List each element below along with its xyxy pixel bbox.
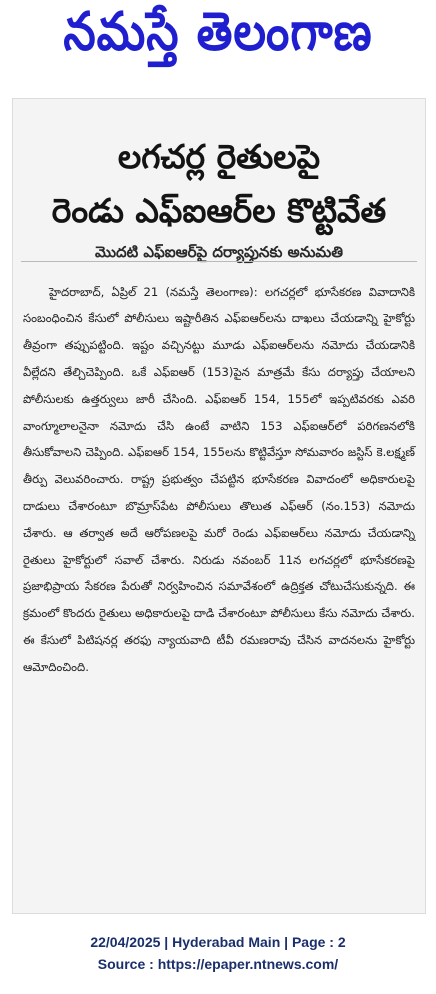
divider (21, 261, 417, 262)
article-body: హైదరాబాద్, ఏప్రిల్ 21 (నమస్తే తెలంగాణ): లగచర్లలో భూసేకరణ వివాదానికి సంబంధించిన కేసులో పోలీసులు ఇష్టారీతిన ఎఫ్ఐఆర్‌లను దాఖలు చేయడాన్ని హైకోర్టు తీవ్రంగా తప్పుపట్టింది. ఇష్టం వచ్చినట్టు మూడు ఎఫ్ఐఆర్‌లను నమోదు చేయడానికి వీల్లేదని తేల్చిచెప్పింది. ఒకే ఎఫ్ఐఆర్ (153)పైన మాత్రమే కేసు దర్యాప్తు చేయాలని పోలీసులకు ఉత్తర్వులు జారీ చేసింది. ఎఫ్ఐఆర్ 154, 155లో ఇప్పటివరకు ఎవరి వాంగ్మూలాలనైనా నమోదు చేసి ఉంటే వాటిని 153 ఎఫ్ఐఆర్‌లో పరిగణనలోకి తీసుకోవాలని చెప్పింది. ఎఫ్ఐఆర్ 154, 155లను కొట్టివేస్తూ సోమవారం జస్టిస్ కె.లక్ష్మణ్ తీర్పు వెలువరించారు. రాష్ట్ర ప్రభుత్వం చేపట్టిన భూసేకరణ వివాదంలో అధికారులపై దాడులు చేశారంటూ బొమ్రాస్‌పేట పోలీసులు తొలుత ఎఫ్ఆర్ (నం.153) నమోదు చేశారు. ఆ తర్వాత అదే ఆరోపణలపై మరో రెండు ఎఫ్ఐఆర్‌లు నమోదు చేయడాన్ని రైతులు హైకోర్టులో సవాల్ చేశారు. నిరుడు నవంబర్ 11న లగచర్లలో భూసేకరణపై ప్రజాభిప్రాయ సేకరణ పేరుతో నిర్వహించిన సమావేశంలో ఉద్రిక్తత చోటుచేసుకున్నది. ఈ క్రమంలో కొందరు రైతులు అధికారులపై దాడి చేశారంటూ పోలీసులు కేసు నమోదు చేశారు. ఈ కేసులో పిటిషనర్ల తరఫు న్యాయవాది టీవీ రమణరావు చేసిన వాదనలను హైకోర్టు ఆమోదించింది. (23, 284, 415, 674)
footer-source: Source : https://epaper.ntnews.com/ (97, 956, 339, 972)
newspaper-logo: నమస్తే తెలంగాణ (63, 0, 373, 63)
headline-line-2: రెండు ఎఫ్ఐఆర్‌ల కొట్టివేత (51, 191, 387, 231)
footer-date-edition: 22/04/2025 | Hyderabad Main | Page : 2 (90, 934, 346, 950)
masthead (0, 0, 436, 76)
headline-line-1: లగచర్ల రైతులపై (117, 137, 321, 177)
news-clipping (12, 98, 426, 914)
subheadline: మొదటి ఎఫ్ఐఆర్‌పై దర్యాప్తునకు అనుమతి (94, 243, 344, 262)
